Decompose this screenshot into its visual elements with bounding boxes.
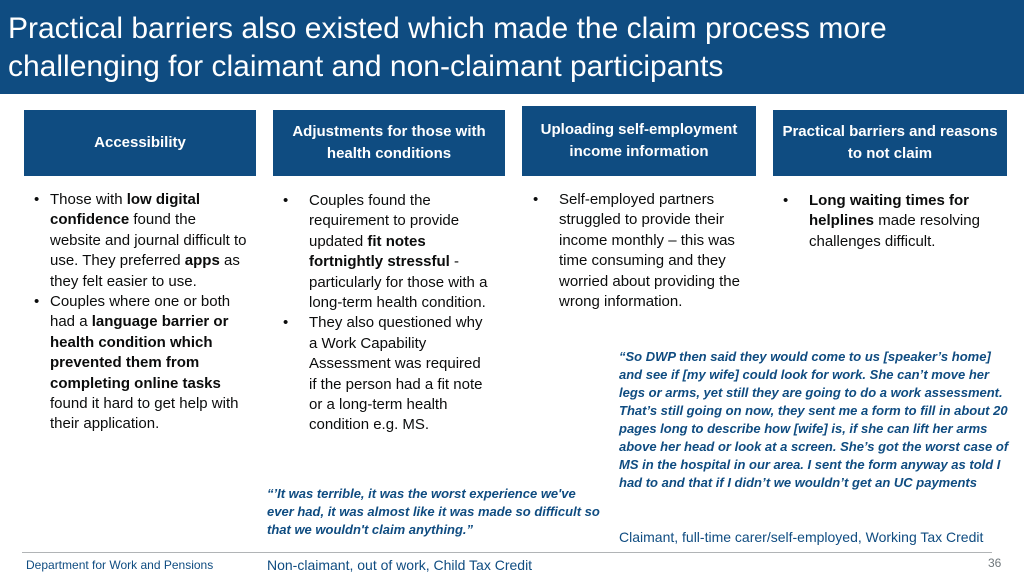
header-adjustments: Adjustments for those with health conditions: [273, 110, 505, 176]
practical-barriers-bullets: [783, 191, 999, 252]
header-self-employment: Uploading self-employment income information: [522, 106, 756, 176]
bullet-language-barrier: • Couples where one or both had a language barrier or health condition which prevented them from completing online tasks found it hard to get help with their application.: [34, 292, 250, 435]
footer-rule: [22, 552, 992, 553]
self-employment-bullets: [533, 190, 749, 312]
header-practical-barriers: Practical barriers and reasons to not claim: [773, 110, 1007, 176]
accessibility-bullets: [34, 190, 250, 435]
page-number: 36: [988, 556, 1002, 570]
footer-department: Department for Work and Pensions: [26, 558, 214, 572]
bullet-low-digital-confidence: • Those with low digital confidence found the website and journal difficult to use. They preferred apps as they felt easier to use.: [34, 190, 250, 292]
quote-claimant-attribution: Claimant, full-time carer/self-employed, Working Tax Credit: [619, 529, 984, 545]
adjustments-bullets: [283, 191, 489, 436]
quote-non-claimant-attribution: Non-claimant, out of work, Child Tax Credit: [267, 557, 533, 573]
bullet-work-capability: • They also questioned why a Work Capability Assessment was required if the person had a fit note or a long-term health condition e.g. MS.: [283, 313, 489, 435]
title-banner: [0, 0, 1024, 94]
quote-non-claimant: “’It was terrible, it was the worst experience we've ever had, it was almost like it was made so difficult so that we wouldn't claim anything.”: [267, 486, 600, 537]
slide-title: Practical barriers also existed which made the claim process more challenging for claimant and non-claimant participants: [8, 12, 887, 83]
quote-claimant: “So DWP then said they would come to us [speaker’s home] and see if [my wife] could look for work. She can’t move her legs or arms, yet still they are going to do a work assessment. That’s still going on now, they sent me a form to fill in about 20 pages long to describe how [wife] is, if she can lift her arms above her head or look at a screen. She’s got the worst case of MS in the hospital in our area. I sent the form anyway as told I had to and that if I didn’t we wouldn’t get an UC payments: [619, 349, 1009, 490]
header-accessibility: Accessibility: [24, 110, 256, 176]
bullet-waiting-times: • Long waiting times for helplines made resolving challenges difficult.: [783, 191, 999, 252]
bullet-self-employed-income: • Self-employed partners struggled to provide their income monthly – this was time consuming and they worried about providing the wrong information.: [533, 190, 749, 312]
bullet-fit-notes: • Couples found the requirement to provide updated fit notes fortnightly stressful - particularly for those with a long-term health condition.: [283, 191, 489, 313]
